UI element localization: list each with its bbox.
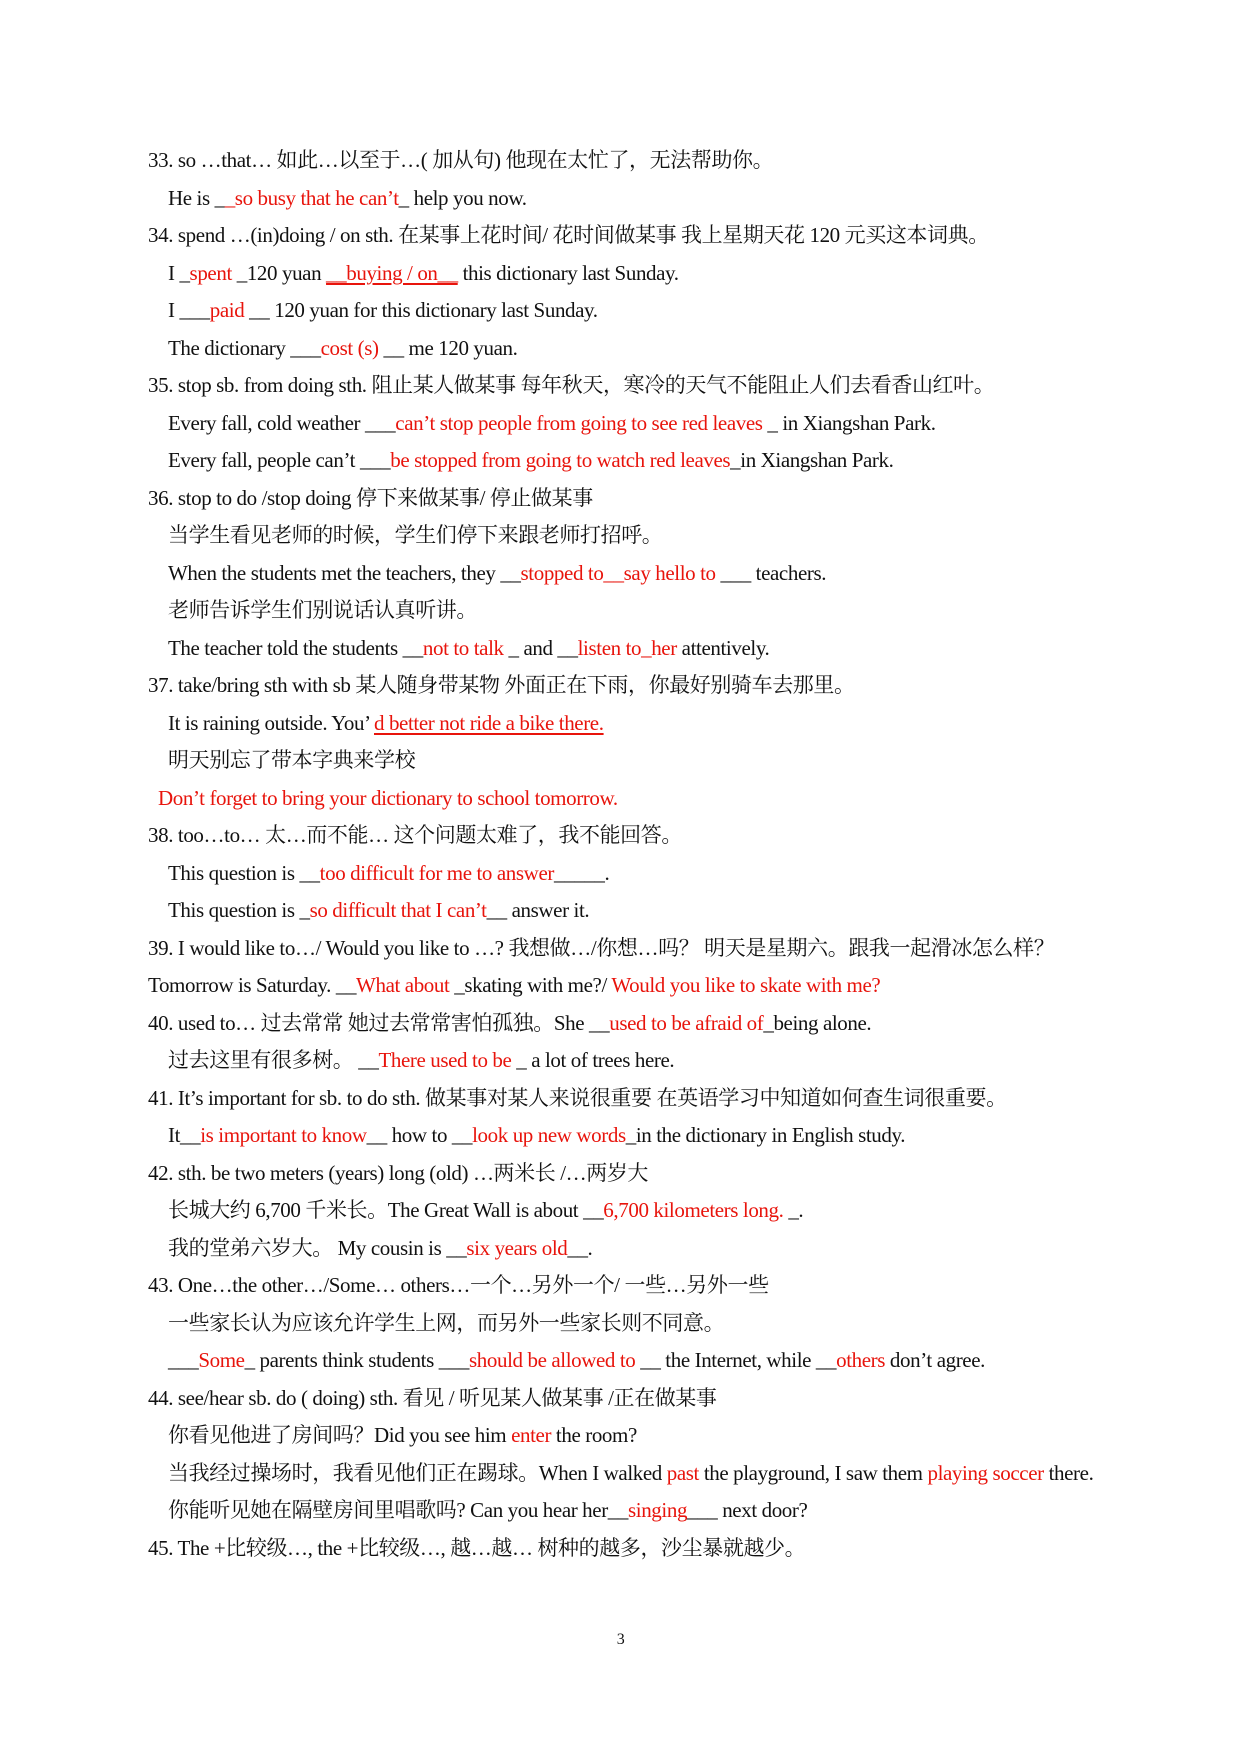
text-line bbox=[158, 785, 618, 811]
prompt-text: 明天别忘了带本字典来学校 bbox=[168, 748, 416, 772]
prompt-text: 44. see/hear sb. do ( doing) sth. 看见 / 听见某人做某事 /正在做某事 bbox=[148, 1386, 717, 1410]
answer-text: so difficult that I can’t bbox=[309, 898, 487, 922]
prompt-text: This question is __ bbox=[168, 861, 320, 885]
prompt-text: Tomorrow is Saturday. __ bbox=[148, 973, 357, 997]
answer-text: singing bbox=[628, 1498, 688, 1522]
prompt-text: 我的堂弟六岁大。 My cousin is __ bbox=[168, 1236, 467, 1260]
text-line bbox=[168, 635, 769, 661]
text-line bbox=[168, 260, 679, 286]
answer-text: spent bbox=[189, 261, 232, 285]
text-line bbox=[168, 1347, 985, 1373]
answer-text: be stopped from going to watch red leaves bbox=[390, 448, 731, 472]
answer-text: not to talk bbox=[422, 636, 504, 660]
answer-text: should be allowed to bbox=[469, 1348, 636, 1372]
prompt-text: Every fall, cold weather ___ bbox=[168, 411, 396, 435]
prompt-text: He is _ bbox=[168, 186, 225, 210]
prompt-text: 一些家长认为应该允许学生上网，而另外一些家长则不同意。 bbox=[168, 1311, 725, 1335]
prompt-text: When the students met the teachers, they __ bbox=[168, 561, 521, 585]
prompt-text: _ a lot of trees here. bbox=[511, 1048, 675, 1072]
prompt-text: 当我经过操场时，我看见他们正在踢球。When I walked bbox=[168, 1461, 667, 1485]
prompt-text: _. bbox=[783, 1198, 804, 1222]
prompt-text: 37. take/bring sth with sb 某人随身带某物 外面正在下雨，你最好别骑车去那里。 bbox=[148, 673, 855, 697]
answer-text: too difficult for me to answer bbox=[319, 861, 554, 885]
text-line bbox=[168, 560, 826, 586]
text-line bbox=[168, 410, 936, 436]
answer-text: is important to know bbox=[200, 1123, 367, 1147]
answer-text: used to be afraid of bbox=[609, 1011, 764, 1035]
prompt-text: __ the Internet, while __ bbox=[635, 1348, 837, 1372]
text-line bbox=[148, 222, 989, 248]
answer-text: can’t stop people from going to see red leaves bbox=[395, 411, 763, 435]
prompt-text: _being alone. bbox=[763, 1011, 872, 1035]
text-line bbox=[168, 1122, 905, 1148]
prompt-text: _in the dictionary in English study. bbox=[625, 1123, 906, 1147]
text-line bbox=[168, 185, 527, 211]
prompt-text: 42. sth. be two meters (years) long (old) …两米长 /…两岁大 bbox=[148, 1161, 649, 1185]
prompt-text: This question is _ bbox=[168, 898, 310, 922]
prompt-text: The teacher told the students __ bbox=[168, 636, 423, 660]
prompt-text: 43. One…the other…/Some… others…一个…另外一个/ 一些…另外一些 bbox=[148, 1273, 769, 1297]
prompt-text: I ___ bbox=[168, 298, 210, 322]
prompt-text: __ answer it. bbox=[486, 898, 590, 922]
answer-text: others bbox=[836, 1348, 886, 1372]
prompt-text: 当学生看见老师的时候，学生们停下来跟老师打招呼。 bbox=[168, 523, 663, 547]
answer-text: d better not ride a bike there. bbox=[374, 711, 604, 735]
answer-text: There used to be bbox=[378, 1048, 512, 1072]
prompt-text: 过去这里有很多树。 __ bbox=[168, 1048, 379, 1072]
text-line bbox=[168, 1422, 637, 1448]
answer-text: enter bbox=[511, 1423, 552, 1447]
prompt-text: this dictionary last Sunday. bbox=[457, 261, 679, 285]
text-line bbox=[168, 335, 517, 361]
text-line bbox=[148, 1160, 648, 1186]
answer-text: six years old bbox=[466, 1236, 568, 1260]
text-line bbox=[168, 1310, 724, 1336]
answer-text: paid bbox=[209, 298, 245, 322]
prompt-text: 38. too…to… 太…而不能… 这个问题太难了，我不能回答。 bbox=[148, 823, 682, 847]
prompt-text: __. bbox=[567, 1236, 593, 1260]
prompt-text: 34. spend …(in)doing / on sth. 在某事上花时间/ 花时间做某事 我上星期天花 120 元买这本词典。 bbox=[148, 223, 989, 247]
prompt-text: __ how to __ bbox=[366, 1123, 473, 1147]
prompt-text: there. bbox=[1043, 1461, 1094, 1485]
prompt-text: __ 120 yuan for this dictionary last Sunday. bbox=[244, 298, 598, 322]
text-line bbox=[168, 522, 662, 548]
text-line bbox=[168, 1047, 674, 1073]
prompt-text: 你看见他进了房间吗？Did you see him bbox=[168, 1423, 512, 1447]
prompt-text: 35. stop sb. from doing sth. 阻止某人做某事 每年秋天，寒冷的天气不能阻止人们去看香山红叶。 bbox=[148, 373, 995, 397]
prompt-text: _skating with me?/ bbox=[449, 973, 612, 997]
prompt-text: 你能听见她在隔壁房间里唱歌吗? Can you hear her__ bbox=[168, 1498, 628, 1522]
text-line bbox=[148, 1085, 1007, 1111]
answer-text: stopped to__say hello to bbox=[520, 561, 716, 585]
answer-text: Would you like to skate with me? bbox=[611, 973, 881, 997]
answer-text: _so busy that he can’t bbox=[224, 186, 399, 210]
text-line bbox=[148, 822, 682, 848]
text-line bbox=[168, 1460, 1093, 1486]
prompt-text: attentively. bbox=[676, 636, 770, 660]
prompt-text: It__ bbox=[168, 1123, 201, 1147]
text-line bbox=[168, 747, 415, 773]
text-line bbox=[148, 485, 593, 511]
text-line bbox=[168, 597, 477, 623]
prompt-text: _ parents think students ___ bbox=[244, 1348, 470, 1372]
text-line bbox=[168, 710, 604, 736]
prompt-text: ___ next door? bbox=[687, 1498, 808, 1522]
answer-text: listen to_her bbox=[577, 636, 677, 660]
answer-text: __buying / on__ bbox=[326, 261, 458, 285]
prompt-text: 41. It’s important for sb. to do sth. 做某事对某人来说很重要 在英语学习中知道如何查生词很重要。 bbox=[148, 1086, 1007, 1110]
prompt-text: 40. used to… 过去常常 她过去常常害怕孤独。She __ bbox=[148, 1011, 610, 1035]
prompt-text: ___ bbox=[168, 1348, 199, 1372]
prompt-text: _in Xiangshan Park. bbox=[730, 448, 894, 472]
text-line bbox=[168, 1197, 803, 1223]
prompt-text: The dictionary ___ bbox=[168, 336, 321, 360]
prompt-text: It is raining outside. You’ bbox=[168, 711, 374, 735]
text-line bbox=[148, 372, 994, 398]
text-line bbox=[168, 447, 893, 473]
prompt-text: 老师告诉学生们别说话认真听讲。 bbox=[168, 598, 477, 622]
answer-text: cost (s) bbox=[320, 336, 379, 360]
text-line bbox=[148, 1010, 871, 1036]
answer-text: playing soccer bbox=[927, 1461, 1044, 1485]
prompt-text: the room? bbox=[551, 1423, 637, 1447]
answer-text: Don’t forget to bring your dictionary to school tomorrow. bbox=[158, 786, 618, 810]
text-line bbox=[168, 1235, 592, 1261]
answer-text: past bbox=[666, 1461, 699, 1485]
prompt-text: 33. so …that… 如此…以至于…( 加从句) 他现在太忙了，无法帮助你。 bbox=[148, 148, 774, 172]
text-line bbox=[168, 1497, 807, 1523]
prompt-text: Every fall, people can’t ___ bbox=[168, 448, 391, 472]
prompt-text: 长城大约 6,700 千米长。The Great Wall is about __ bbox=[168, 1198, 604, 1222]
text-line bbox=[168, 297, 598, 323]
prompt-text: ___ teachers. bbox=[715, 561, 827, 585]
text-line bbox=[148, 672, 855, 698]
prompt-text: _ in Xiangshan Park. bbox=[762, 411, 936, 435]
text-line bbox=[168, 860, 609, 886]
prompt-text: _ help you now. bbox=[398, 186, 527, 210]
prompt-text: 45. The +比较级…, the +比较级…, 越…越… 树种的越多，沙尘暴就越少。 bbox=[148, 1536, 806, 1560]
text-line bbox=[168, 897, 589, 923]
prompt-text: _120 yuan bbox=[231, 261, 327, 285]
prompt-text: don’t agree. bbox=[885, 1348, 986, 1372]
answer-text: 6,700 kilometers long. bbox=[603, 1198, 784, 1222]
text-line bbox=[148, 972, 880, 998]
text-line bbox=[148, 1535, 805, 1561]
answer-text: Some bbox=[198, 1348, 245, 1372]
prompt-text: the playground, I saw them bbox=[698, 1461, 928, 1485]
text-line bbox=[148, 147, 773, 173]
answer-text: look up new words bbox=[472, 1123, 626, 1147]
prompt-text: _ and __ bbox=[503, 636, 578, 660]
prompt-text: I _ bbox=[168, 261, 190, 285]
prompt-text: 39. I would like to…/ Would you like to …? 我想做…/你想…吗？ 明天是星期六。跟我一起滑冰怎么样？ bbox=[148, 936, 1055, 960]
prompt-text: 36. stop to do /stop doing 停下来做某事/ 停止做某事 bbox=[148, 486, 593, 510]
text-line bbox=[148, 1272, 769, 1298]
page-number: 3 bbox=[616, 1631, 625, 1648]
text-line bbox=[148, 1385, 717, 1411]
prompt-text: _____. bbox=[553, 861, 610, 885]
prompt-text: __ me 120 yuan. bbox=[378, 336, 518, 360]
text-line bbox=[148, 935, 1054, 961]
answer-text: What about bbox=[356, 973, 450, 997]
